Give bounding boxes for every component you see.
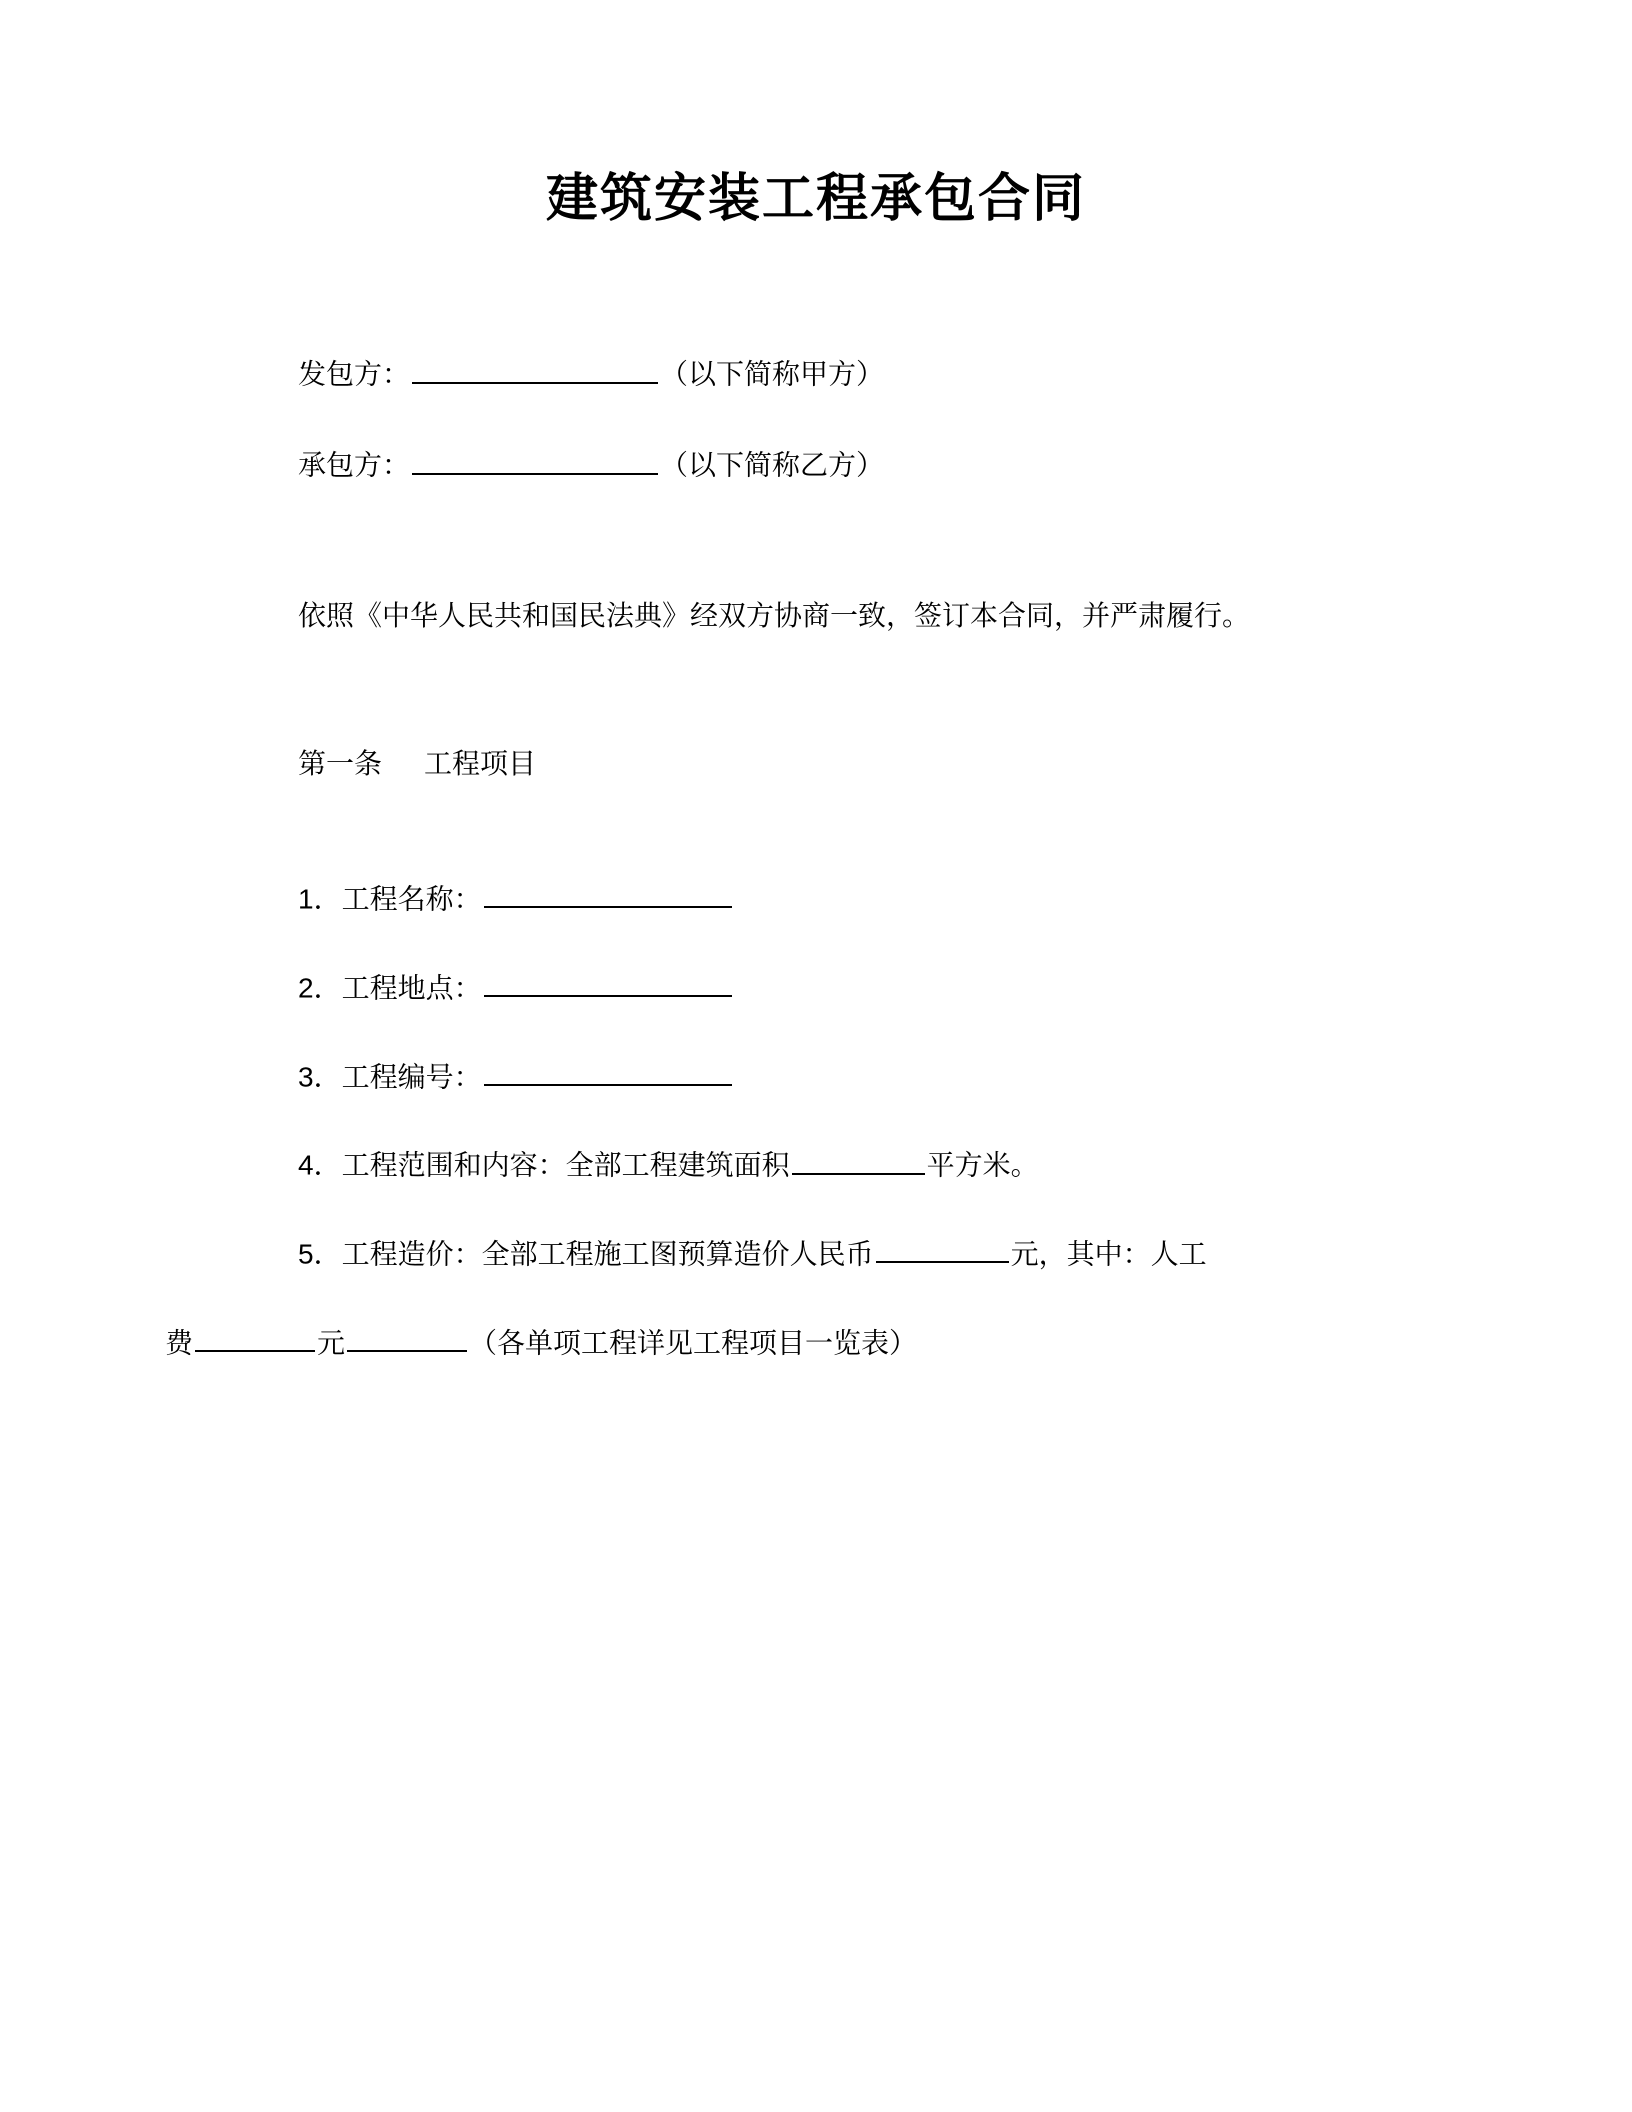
item-tail-labor-cost: （各单项工程详见工程项目一览表） <box>469 1327 918 1359</box>
section-one-number: 第一条 <box>298 747 383 779</box>
page-title: 建筑安装工程承包合同 <box>545 170 1086 228</box>
spacer-after-section-heading <box>215 782 1417 877</box>
item-number-1: 1． <box>298 883 342 915</box>
item-project-number <box>215 1055 1417 1096</box>
item-label-project-number: 工程编号： <box>341 1060 482 1092</box>
document-body <box>0 352 1632 1361</box>
spacer-item-4 <box>215 1184 1417 1232</box>
spacer-between-parties <box>215 393 1417 443</box>
section-one-title: 工程项目 <box>424 747 537 779</box>
party-row-contractor <box>215 443 1417 484</box>
item-unit-labor-cost: 元 <box>317 1327 346 1359</box>
spacer-before-preamble <box>215 484 1417 582</box>
spacer-item-1 <box>215 918 1417 966</box>
item-blank-project-area[interactable] <box>792 1143 925 1174</box>
party-suffix-employer: （以下简称甲方） <box>660 358 885 390</box>
party-suffix-contractor: （以下简称乙方） <box>660 449 885 481</box>
party-blank-contractor[interactable] <box>412 443 658 474</box>
item-blank-project-cost[interactable] <box>876 1232 1009 1263</box>
item-blank-labor-cost[interactable] <box>195 1321 315 1352</box>
item-labor-cost-continuation <box>165 1321 1417 1362</box>
item-label-project-scope: 工程范围和内容：全部工程建筑面积 <box>341 1149 790 1181</box>
item-tail-project-cost: 元，其中：人工 <box>1010 1238 1207 1270</box>
party-label-contractor: 承包方： <box>298 449 411 481</box>
item-number-4: 4． <box>298 1149 342 1181</box>
party-blank-employer[interactable] <box>412 352 658 383</box>
item-tail-project-scope: 平方米。 <box>926 1149 1039 1181</box>
spacer-item-3 <box>215 1095 1417 1143</box>
party-row-employer <box>215 352 1417 393</box>
spacer-after-title <box>0 230 1632 352</box>
item-label-labor-cost: 费 <box>165 1327 194 1359</box>
spacer-before-section-one <box>215 651 1417 746</box>
item-project-scope <box>215 1143 1417 1184</box>
item-label-project-cost: 工程造价：全部工程施工图预算造价人民币 <box>341 1238 874 1270</box>
section-one-heading <box>215 746 1417 782</box>
item-blank-project-location[interactable] <box>484 966 732 997</box>
item-number-5: 5． <box>298 1238 342 1270</box>
item-project-location <box>215 966 1417 1007</box>
item-label-project-name: 工程名称： <box>341 883 482 915</box>
item-project-name <box>215 877 1417 918</box>
item-blank-project-name[interactable] <box>484 877 732 908</box>
item-label-project-location: 工程地点： <box>341 972 482 1004</box>
item-number-2: 2． <box>298 972 342 1004</box>
item-blank-project-number[interactable] <box>484 1055 732 1086</box>
item-number-3: 3． <box>298 1060 342 1092</box>
spacer-item-5 <box>215 1273 1417 1321</box>
spacer-item-2 <box>215 1007 1417 1055</box>
party-label-employer: 发包方： <box>298 358 411 390</box>
preamble-paragraph: 依照《中华人民共和国民法典》经双方协商一致，签订本合同，并严肃履行。 <box>298 599 1251 631</box>
item-project-cost <box>215 1232 1417 1273</box>
item-blank-labor-cost-extra[interactable] <box>347 1321 467 1352</box>
